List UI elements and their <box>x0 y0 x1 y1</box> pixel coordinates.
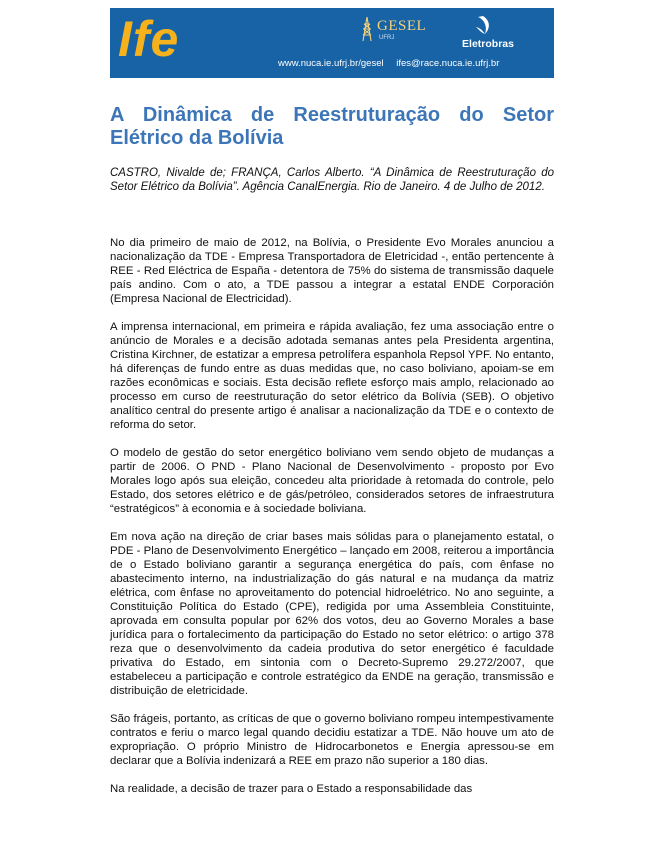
article-title: A Dinâmica de Reestruturação do Setor Elétrico da Bolívia <box>110 104 554 149</box>
ife-logo: Ife <box>118 11 180 67</box>
email-link[interactable]: ifes@race.nuca.ie.ufrj.br <box>396 58 500 69</box>
article-body <box>110 236 554 810</box>
paragraph: No dia primeiro de maio de 2012, na Bolívia, o Presidente Evo Morales anunciou a nacionalização da TDE - Empresa Transportadora de Eletricidad -, então pertencente à REE - Red Eléctrica de España - detentora de 75% do sistema de transmissão daquele país andino. Com o ato, a TDE passou a integrar a estatal ENDE Corporación (Empresa Nacional de Electricidad). <box>110 237 554 305</box>
eletrobras-wordmark: Eletrobras <box>462 38 514 50</box>
paragraph: Na realidade, a decisão de trazer para o Estado a responsabilidade das <box>110 783 473 795</box>
paragraph: Em nova ação na direção de criar bases mais sólidas para o planejamento estatal, o PDE - Plano de Desenvolvimento Energético – lançado em 2008, reiterou a importância de o Estado boliviano garantir a segurança energética do país, com ênfase no abastecimento interno, na industrialização do gás natural e na mudança da matriz elétrica, com ênfase no aproveitamento do potencial hidroelétrico. No ano seguinte, a Constituição Política do Estado (CPE), redigida por uma Assembleia Constituinte, aprovada em consulta popular por 62% dos votos, deu ao Governo Morales a base jurídica para o fortalecimento da participação do Estado no setor elétrico: o artigo 378 reza que o desenvolvimento da cadeia produtiva do setor energético é faculdade privativa do Estado, em sintonia com o Decreto-Supremo 29.272/2007, que estabeleceu a participação e controle estratégico da ENDE na geração, transmissão e distribuição de eletricidade. <box>110 531 554 697</box>
header-banner <box>110 8 554 78</box>
gesel-subtext: UFRJ <box>379 35 395 41</box>
eletrobras-logo <box>446 14 526 54</box>
gesel-wordmark: GESEL <box>377 18 427 34</box>
paragraph: A imprensa internacional, em primeira e rápida avaliação, fez uma associação entre o anúncio de Morales e a decisão adotada semanas antes pela Presidenta argentina, Cristina Kirchner, de estatizar a empresa petrolífera espanhola Repsol YPF. No entanto, há diferenças de fundo entre as duas medidas que, no caso boliviano, apoiam-se em razões econômicas e sociais. Esta decisão reflete esforço mais amplo, relacionado ao processo em curso de reestruturação do setor elétrico da Bolívia (SEB). O objetivo analítico central do presente artigo é analisar a nacionalização da TDE e o contexto de reforma do setor. <box>110 321 554 431</box>
transmission-tower-icon <box>360 16 374 42</box>
paragraph: O modelo de gestão do setor energético boliviano vem sendo objeto de mudanças a partir de 2006. O PND - Plano Nacional de Desenvolvimento - proposto por Evo Morales logo após sua eleição, concedeu alta prioridade à retomada do controle, pelo Estado, dos setores elétrico e de gás/petróleo, considerados setores de infraestrutura “estratégicos” à economia e à sociedade boliviana. <box>110 447 554 515</box>
site-link[interactable]: www.nuca.ie.ufrj.br/gesel <box>278 58 384 69</box>
citation: CASTRO, Nivalde de; FRANÇA, Carlos Alberto. “A Dinâmica de Reestruturação do Setor Elétrico da Bolívia”. Agência CanalEnergia. Rio de Janeiro. 4 de Julho de 2012. <box>110 167 554 193</box>
paragraph: São frágeis, portanto, as críticas de que o governo boliviano rompeu intempestivamente contratos e feriu o marco legal quando decidiu estatizar a TDE. Não houve um ato de expropriação. O próprio Ministro de Hidrocarbonetos e Energia apressou-se em declarar que a Bolívia indenizará a REE em prazo não superior a 180 dias. <box>110 713 554 767</box>
banner-links <box>278 58 499 69</box>
eletrobras-icon <box>474 14 496 36</box>
